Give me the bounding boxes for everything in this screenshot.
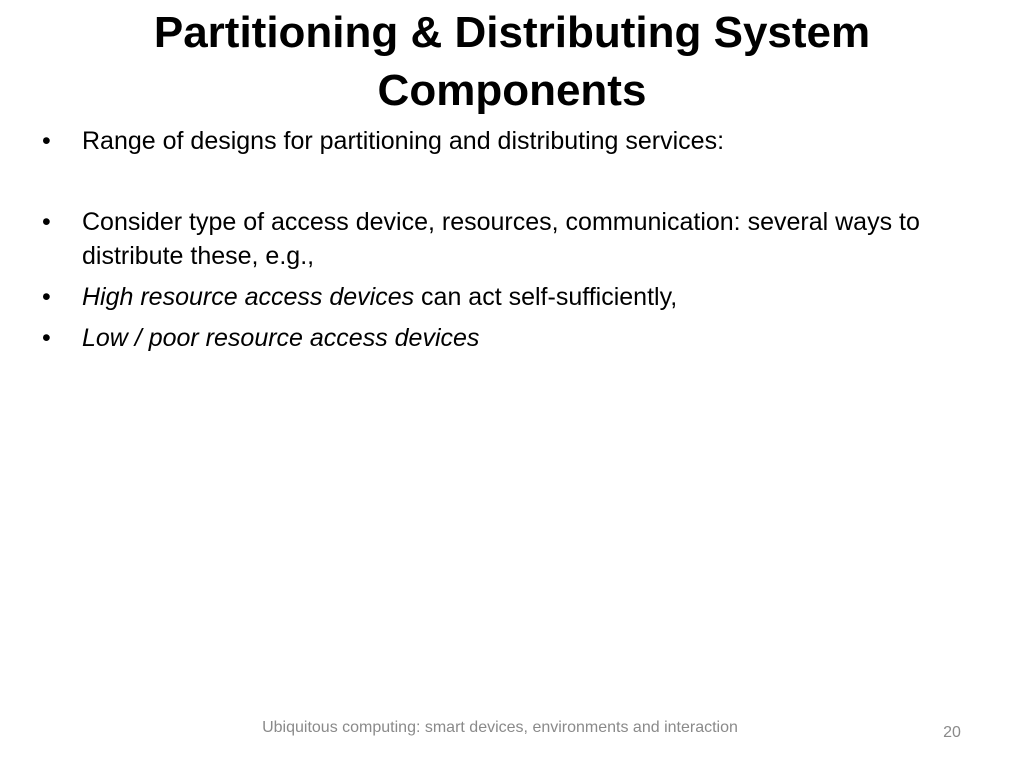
footer-text: Ubiquitous computing: smart devices, environments and interaction xyxy=(262,719,738,736)
bullet-item xyxy=(42,124,962,158)
bullet-item xyxy=(42,321,962,355)
bullet-text: can act self-sufficiently, xyxy=(414,283,678,311)
bullet-marker: • xyxy=(42,283,51,311)
slide-title: Partitioning & Distributing System Components xyxy=(153,8,871,115)
bullet-emphasis: Low / poor resource access devices xyxy=(82,324,480,352)
bullet-item xyxy=(42,280,962,314)
page-number: 20 xyxy=(943,724,961,741)
bullet-marker: • xyxy=(42,208,51,236)
bullet-marker: • xyxy=(42,127,51,155)
bullet-emphasis: High resource access devices xyxy=(82,283,415,311)
bullet-text: Range of designs for partitioning and distributing services: xyxy=(82,127,725,155)
bullet-list xyxy=(42,124,962,362)
bullet-text: Consider type of access device, resources, communication: several ways to distribute these, e.g., xyxy=(82,208,920,270)
bullet-item xyxy=(42,205,962,273)
bullet-marker: • xyxy=(42,324,51,352)
